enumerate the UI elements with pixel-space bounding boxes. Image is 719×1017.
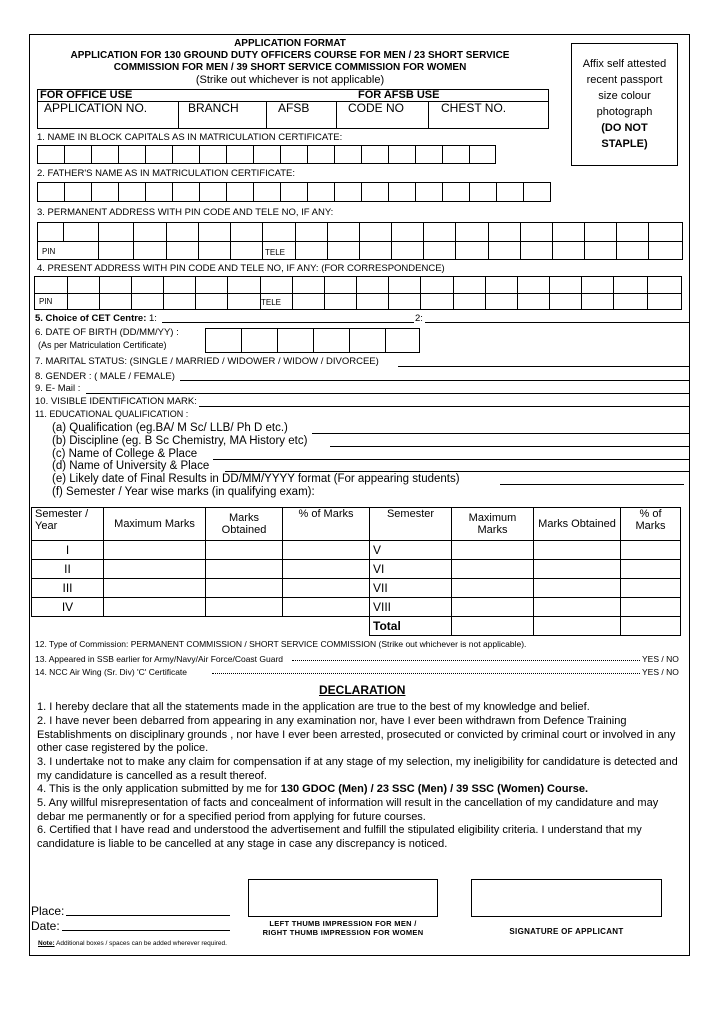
thumb-caption-1: LEFT THUMB IMPRESSION FOR MEN /: [269, 919, 417, 928]
cell[interactable]: [452, 617, 534, 636]
table-row: [32, 560, 681, 579]
cet-centre-2-field[interactable]: [425, 322, 689, 323]
cell[interactable]: [104, 598, 206, 617]
row-label: IV: [32, 598, 104, 617]
cell[interactable]: [283, 560, 370, 579]
ssb-leader: [292, 660, 640, 661]
permanent-address-boxes[interactable]: [37, 222, 683, 260]
cell[interactable]: [452, 560, 534, 579]
declaration-1: 1. I hereby declare that all the statements made in the application are true to the best of my knowledge and belief.: [37, 701, 590, 713]
declaration-4: 4. This is the only application submitted by me for 130 GDOC (Men) / 23 SSC (Men) / 39 SSC (Women) Course.: [37, 783, 589, 795]
present-address-label: 4. PRESENT ADDRESS WITH PIN CODE AND TELE NO, IF ANY: (FOR CORRESPONDENCE): [37, 263, 445, 274]
dob-boxes[interactable]: [205, 328, 420, 353]
cell[interactable]: [452, 579, 534, 598]
header-max-marks-2: Maximum Marks: [452, 508, 534, 541]
cell[interactable]: [206, 560, 283, 579]
form-title: APPLICATION FORMAT: [234, 38, 346, 49]
identification-mark-field[interactable]: [199, 406, 689, 407]
cell[interactable]: [534, 541, 621, 560]
form-subtitle-1: APPLICATION FOR 130 GROUND DUTY OFFICERS COURSE FOR MEN / 23 SHORT SERVICE: [70, 50, 510, 61]
header-percent: % of Marks: [283, 508, 370, 541]
cet-centre-2-label: 2:: [415, 313, 423, 324]
header-max-marks: Maximum Marks: [104, 508, 206, 541]
cell[interactable]: [104, 541, 206, 560]
cell[interactable]: [452, 598, 534, 617]
thumb-impression-box[interactable]: [248, 879, 438, 917]
cell[interactable]: [621, 579, 681, 598]
college-field[interactable]: [213, 459, 689, 460]
afsb-label: AFSB: [278, 101, 310, 115]
name-label: 1. NAME IN BLOCK CAPITALS AS IN MATRICULATION CERTIFICATE:: [37, 132, 343, 143]
father-name-label: 2. FATHER'S NAME AS IN MATRICULATION CERTIFICATE:: [37, 168, 295, 179]
cet-centre-1-field[interactable]: [162, 322, 414, 323]
row-label: II: [32, 560, 104, 579]
cell[interactable]: [283, 598, 370, 617]
cell[interactable]: [621, 617, 681, 636]
photo-text-4: photograph: [596, 106, 653, 118]
total-label: Total: [370, 617, 452, 636]
marital-status-field[interactable]: [398, 366, 689, 367]
cell[interactable]: [206, 598, 283, 617]
cet-centre-label: 5. Choice of CET Centre: 1:: [35, 313, 157, 324]
photo-text-2: recent passport: [586, 74, 663, 86]
name-boxes[interactable]: [37, 145, 496, 164]
date-label: Date:: [31, 919, 60, 933]
permanent-address-label: 3. PERMANENT ADDRESS WITH PIN CODE AND TELE NO, IF ANY:: [37, 207, 334, 218]
commission-type: 12. Type of Commission: PERMANENT COMMISSION / SHORT SERVICE COMMISSION (Strike out whichever is not applicable).: [35, 639, 527, 649]
cell[interactable]: [621, 598, 681, 617]
signature-box[interactable]: [471, 879, 662, 917]
email-field[interactable]: [86, 393, 689, 394]
photo-text-5: (DO NOT: [601, 122, 648, 134]
email-label: 9. E- Mail :: [35, 383, 81, 394]
discipline-field[interactable]: [330, 446, 689, 447]
table-total-row: [32, 617, 681, 636]
pin-label: PIN: [42, 247, 56, 256]
photo-box[interactable]: [571, 43, 678, 166]
for-office-use-label: FOR OFFICE USE: [40, 89, 133, 101]
ncc-label: 14. NCC Air Wing (Sr. Div) 'C' Certificate: [35, 667, 188, 677]
marital-status-label: 7. MARITAL STATUS: (SINGLE / MARRIED / WIDOWER / WIDOW / DIVORCEE): [35, 356, 379, 367]
for-afsb-use-label: FOR AFSB USE: [358, 89, 440, 101]
row-label: I: [32, 541, 104, 560]
cell[interactable]: [534, 617, 621, 636]
row-label: VII: [370, 579, 452, 598]
cell[interactable]: [283, 541, 370, 560]
result-date-field[interactable]: [500, 484, 684, 485]
row-label: VIII: [370, 598, 452, 617]
table-row: [32, 541, 681, 560]
ssb-appeared-label: 13. Appeared in SSB earlier for Army/Navy/Air Force/Coast Guard: [35, 654, 284, 664]
cell[interactable]: [206, 541, 283, 560]
row-label: III: [32, 579, 104, 598]
declaration-2: 2. I have never been debarred from appearing in any examination nor, have I ever been withdrawn from Defence Training Establishments on disciplinary grounds , nor have I ever been arrested, prosecuted or convicted by criminal court or involved in any other case registered by the police.: [37, 715, 676, 755]
place-field[interactable]: [66, 915, 230, 916]
header-marks-obtained-2: Marks Obtained: [534, 508, 621, 541]
photo-text-3: size colour: [598, 90, 651, 102]
pin-label-2: PIN: [39, 297, 53, 306]
qualification-label: (a) Qualification (eg.BA/ M Sc/ LLB/ Ph D etc.): [52, 422, 288, 434]
gender-label: 8. GENDER : ( MALE / FEMALE): [35, 371, 175, 382]
row-label: V: [370, 541, 452, 560]
result-date-label: (e) Likely date of Final Results in DD/MM/YYYY format (For appearing students): [52, 473, 460, 485]
header-percent-2: % of Marks: [621, 508, 681, 541]
declaration-5: 5. Any willful misrepresentation of facts and concealment of information will result in the cancellation of my candidature and may debar me permanently or for a specified period from applying for future courses.: [37, 797, 659, 823]
branch-label: BRANCH: [188, 101, 239, 115]
cell[interactable]: [206, 579, 283, 598]
cell[interactable]: [283, 579, 370, 598]
table-row: [32, 579, 681, 598]
date-field[interactable]: [62, 930, 230, 931]
identification-mark-label: 10. VISIBLE IDENTIFICATION MARK:: [35, 396, 197, 407]
cell[interactable]: [534, 598, 621, 617]
cell[interactable]: [621, 541, 681, 560]
chest-no-label: CHEST NO.: [441, 101, 507, 115]
ssb-yes-no[interactable]: YES / NO: [642, 654, 679, 664]
thumb-caption-2: RIGHT THUMB IMPRESSION FOR WOMEN: [262, 928, 424, 937]
university-label: (d) Name of University & Place: [52, 460, 210, 472]
declaration-3: 3. I undertake not to make any claim for compensation if at any stage of my selection, my ineligibility for candidature is detected and my candidature is cancelled as a result thereof.: [37, 756, 678, 782]
declaration-6: 6. Certified that I have read and understood the advertisement and fulfill the stipulated eligibility criteria. I understand that my candidature is liable to be cancelled at any stage in case any discrepancy is noticed.: [37, 824, 642, 850]
university-field[interactable]: [225, 471, 689, 472]
photo-text-6: STAPLE): [601, 138, 648, 150]
code-no-label: CODE NO: [348, 101, 405, 115]
application-no-label: APPLICATION NO.: [44, 101, 148, 115]
signature-caption: SIGNATURE OF APPLICANT: [509, 927, 624, 936]
cell[interactable]: [452, 541, 534, 560]
ncc-yes-no[interactable]: YES / NO: [642, 667, 679, 677]
photo-text-1: Affix self attested: [582, 58, 667, 70]
present-address-boxes[interactable]: [34, 276, 682, 310]
dob-label: 6. DATE OF BIRTH (DD/MM/YY) :: [35, 327, 179, 338]
office-use-box: [37, 89, 549, 129]
table-header-row: [32, 508, 681, 541]
marks-table: [31, 507, 681, 636]
qualification-field[interactable]: [312, 433, 689, 434]
ncc-leader: [212, 673, 640, 674]
place-label: Place:: [31, 904, 65, 918]
dob-note: (As per Matriculation Certificate): [38, 340, 167, 350]
discipline-label: (b) Discipline (eg. B Sc Chemistry, MA History etc): [52, 435, 308, 447]
semester-marks-label: (f) Semester / Year wise marks (in qualifying exam):: [52, 486, 315, 498]
form-subtitle-2: COMMISSION FOR MEN / 39 SHORT SERVICE COMMISSION FOR WOMEN: [113, 62, 467, 73]
cell[interactable]: [104, 560, 206, 579]
footnote: Note: Additional boxes / spaces can be added wherever required.: [38, 940, 227, 947]
gender-field[interactable]: [180, 380, 689, 381]
tele-label: TELE: [265, 248, 286, 257]
cell[interactable]: [621, 560, 681, 579]
college-label: (c) Name of College & Place: [52, 448, 198, 460]
header-semester-year: Semester / Year: [32, 508, 104, 541]
cell[interactable]: [534, 560, 621, 579]
header-semester: Semester: [370, 508, 452, 541]
header-marks-obtained: Marks Obtained: [206, 508, 283, 541]
strike-note: (Strike out whichever is not applicable): [195, 74, 385, 86]
tele-label-2: TELE: [261, 298, 282, 307]
father-name-boxes[interactable]: [37, 182, 551, 202]
row-label: VI: [370, 560, 452, 579]
table-row: [32, 598, 681, 617]
declaration-title: DECLARATION: [319, 683, 406, 697]
education-label: 11. EDUCATIONAL QUALIFICATION :: [35, 409, 189, 419]
cell[interactable]: [534, 579, 621, 598]
cell[interactable]: [104, 579, 206, 598]
